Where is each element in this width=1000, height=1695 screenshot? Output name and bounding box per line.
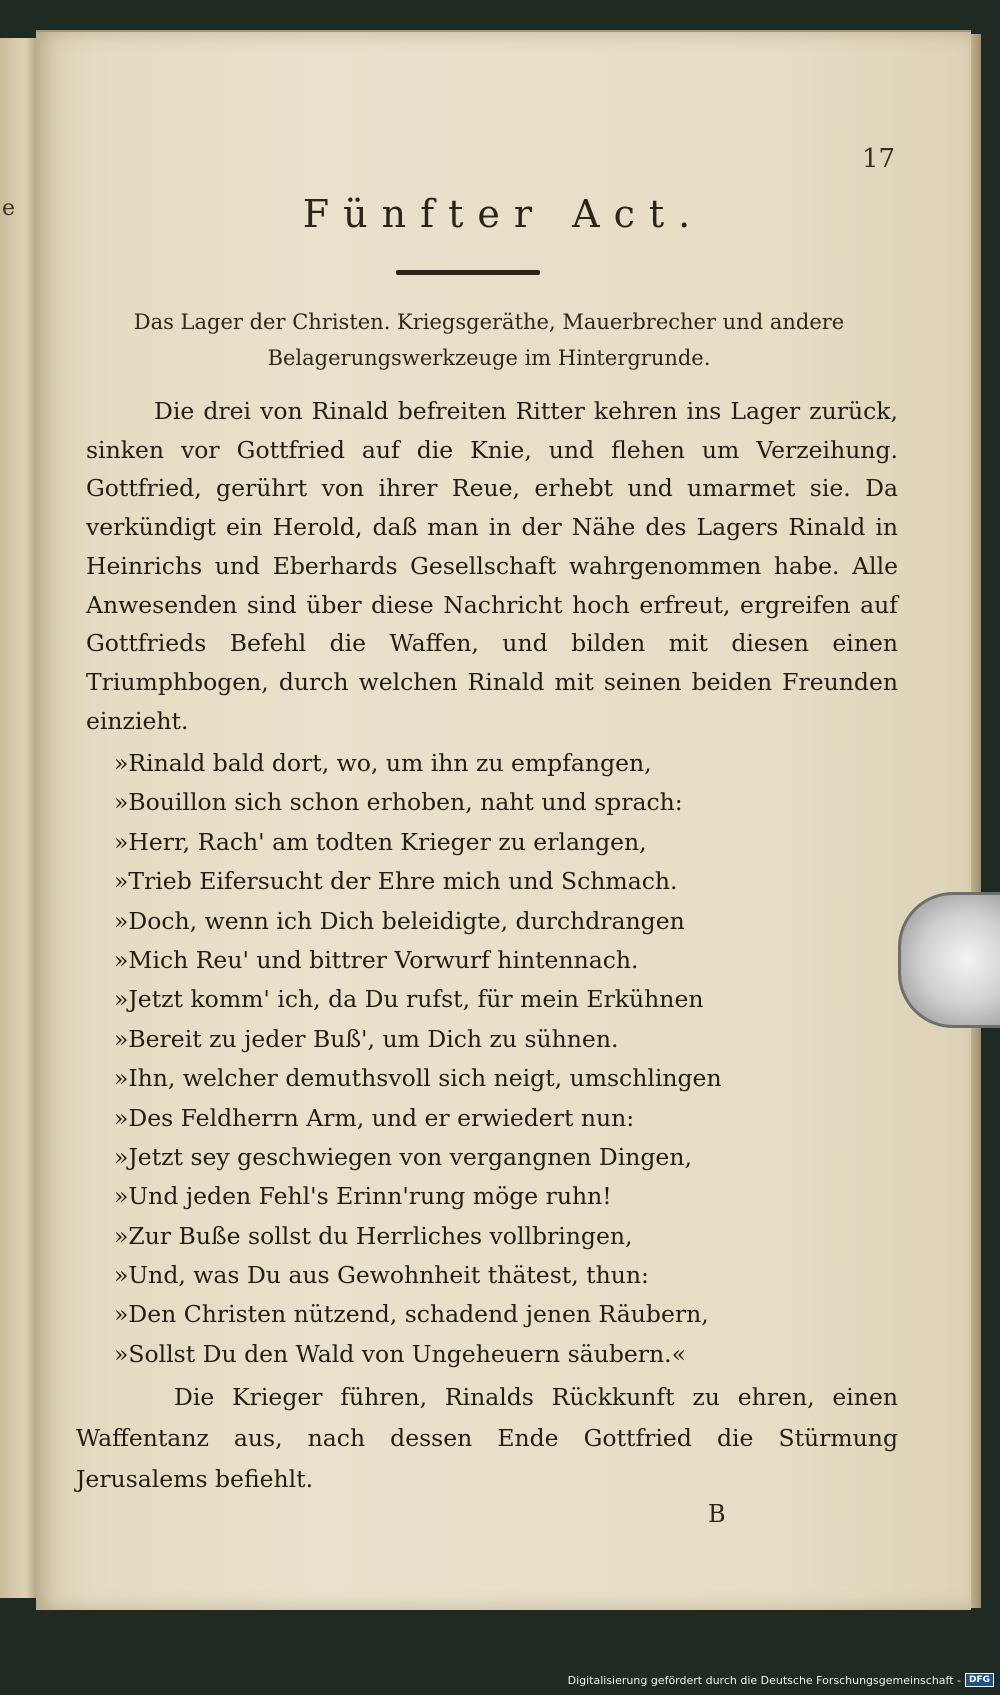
- scene-line: Das Lager der Christen. Kriegsgeräthe, Mauerbrecher und andere: [133, 310, 845, 334]
- facing-page-edge: [0, 38, 38, 1598]
- footer-credit: Digitalisierung gefördert durch die Deutsche Forschungsgemeinschaft -: [567, 1673, 961, 1687]
- dfg-logo: DFG: [965, 1673, 994, 1687]
- verse-line: »Ihn, welcher demuthsvoll sich neigt, umschlingen: [114, 1064, 722, 1093]
- verse-stanza: [114, 744, 722, 1374]
- verse-line: »Rinald bald dort, wo, um ihn zu empfangen,: [114, 749, 652, 777]
- page-number: 17: [862, 144, 896, 174]
- verse-line: »Doch, wenn ich Dich beleidigte, durchdrangen: [114, 906, 685, 935]
- page-clip: [898, 892, 1000, 1028]
- verse-line: »Zur Buße sollst du Herrliches vollbringen,: [114, 1221, 633, 1250]
- verse-line: »Jetzt sey geschwiegen von vergangnen Dingen,: [114, 1142, 692, 1171]
- page-edge: [971, 34, 981, 1608]
- verse-line: »Bereit zu jeder Buß', um Dich zu sühnen.: [114, 1024, 619, 1053]
- closing-paragraph: Die Krieger führen, Rinalds Rückkunft zu ehren, einen Waffentanz aus, nach dessen Ende Gottfried die Stürmung Jerusalems befiehlt.: [76, 1383, 898, 1493]
- act-title: Fünfter Act.: [302, 192, 705, 236]
- verse-line: »Jetzt komm' ich, da Du rufst, für mein Erkühnen: [114, 985, 704, 1014]
- verse-line: »Trieb Eifersucht der Ehre mich und Schmach.: [114, 867, 678, 896]
- verse-line: »Mich Reu' und bittrer Vorwurf hintennach.: [114, 945, 639, 974]
- book-page: [36, 30, 971, 1610]
- verse-line: »Den Christen nützend, schadend jenen Räubern,: [114, 1300, 709, 1329]
- body-paragraph: Die drei von Rinald befreiten Ritter kehren ins Lager zurück, sinken vor Gottfried auf die Knie, und flehen um Verzeihung. Gottfried, gerührt von ihrer Reue, erhebt und umarmet sie. Da verkündigt ein Herold, daß man in der Nähe des Lagers Rinald in Heinrichs und Eberhards Gesellschaft wahrgenommen habe. Alle Anwesenden sind über diese Nachricht hoch erfreut, ergreifen auf Gottfrieds Befehl die Waffen, und bilden mit diesen einen Triumphbogen, durch welchen Rinald mit seinen beiden Freunden einzieht.: [86, 397, 898, 735]
- scene-description: [84, 304, 894, 376]
- verse-line: »Sollst Du den Wald von Ungeheuern säubern.«: [114, 1339, 686, 1368]
- signature-mark: B: [708, 1500, 726, 1528]
- verse-line: »Herr, Rach' am todten Krieger zu erlangen,: [114, 827, 647, 856]
- verse-line: »Des Feldherrn Arm, und er erwiedert nun:: [114, 1103, 635, 1132]
- scene-line: Belagerungswerkzeuge im Hintergrunde.: [267, 346, 711, 370]
- verse-line: »Und, was Du aus Gewohnheit thätest, thun:: [114, 1261, 649, 1290]
- verse-line: »Bouillon sich schon erhoben, naht und sprach:: [114, 788, 683, 817]
- digitization-footer: [568, 1671, 994, 1689]
- facing-page-fragment: e: [2, 196, 16, 221]
- verse-line: »Und jeden Fehl's Erinn'rung möge ruhn!: [114, 1182, 612, 1211]
- title-rule: [396, 270, 540, 275]
